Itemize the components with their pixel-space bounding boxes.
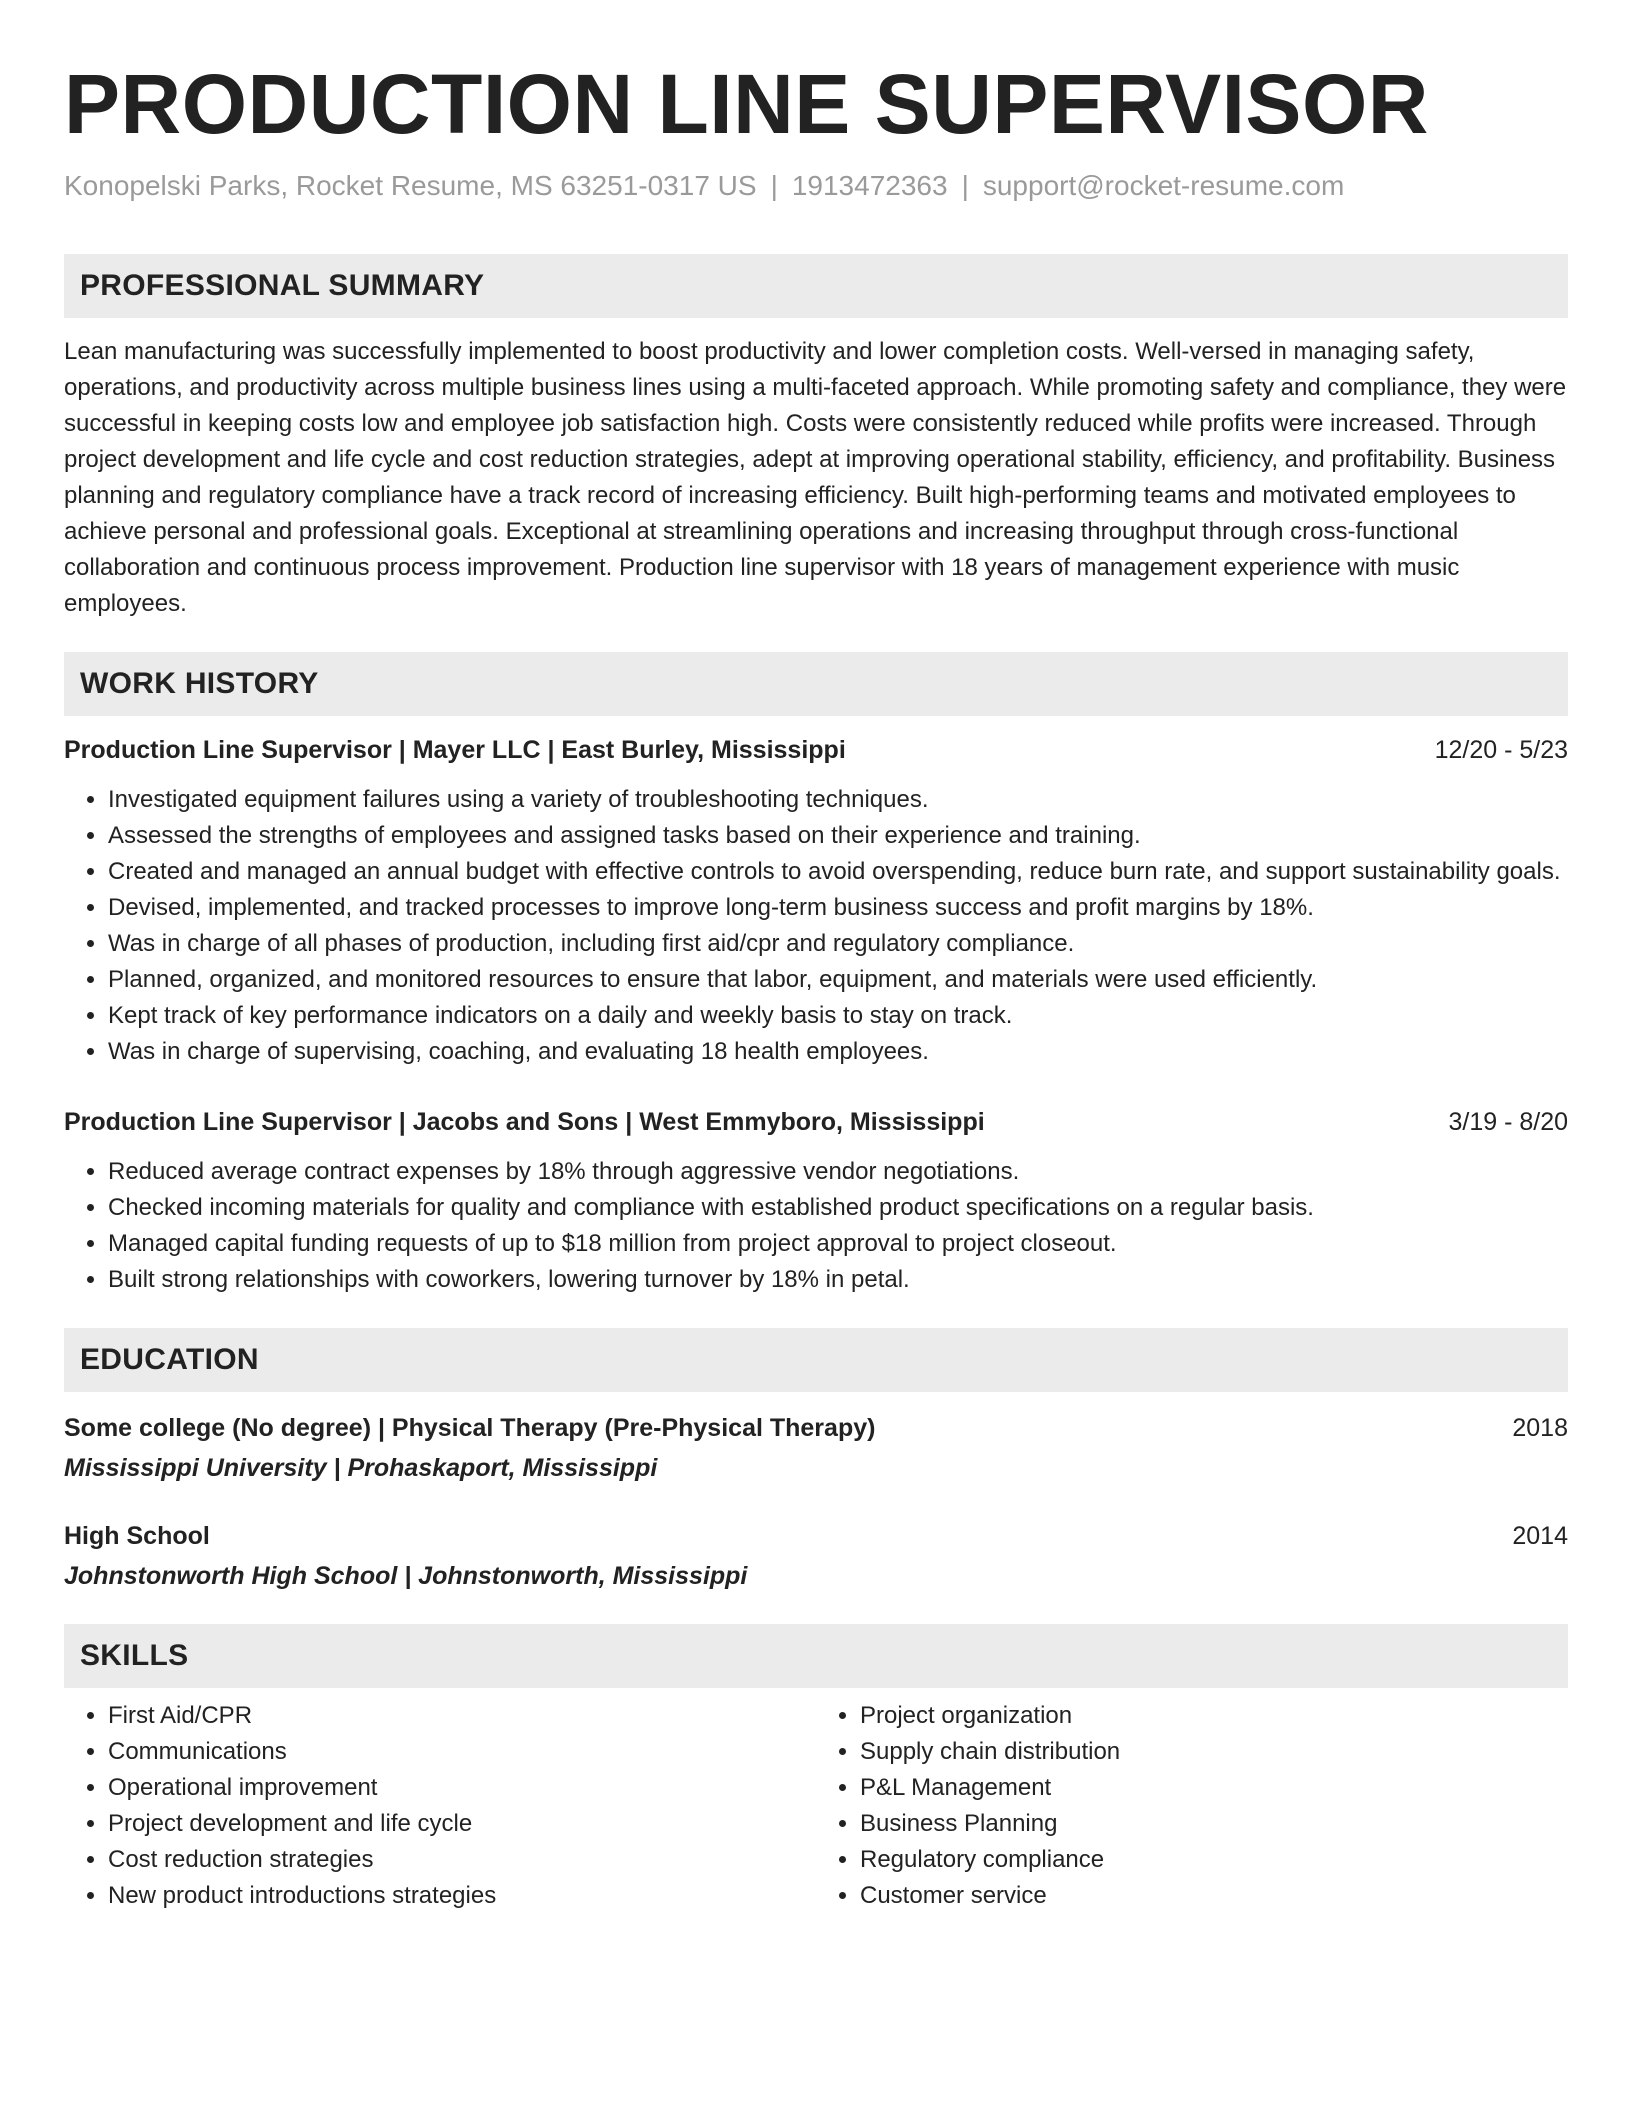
skill-item: • First Aid/CPR xyxy=(108,1698,816,1734)
education-entry-header xyxy=(64,1410,1568,1446)
job-bullet: • Managed capital funding requests of up to $18 million from project approval to project closeout. xyxy=(108,1226,1568,1262)
job-bullet: • Investigated equipment failures using a variety of troubleshooting techniques. xyxy=(108,782,1568,818)
job-bullet: • Devised, implemented, and tracked processes to improve long-term business success and profit margins by 18%. xyxy=(108,890,1568,926)
skill-item: • Supply chain distribution xyxy=(860,1734,1568,1770)
job-bullets xyxy=(64,782,1568,1070)
job-bullet: • Built strong relationships with coworkers, lowering turnover by 18% in petal. xyxy=(108,1262,1568,1298)
section-header-work-history: WORK HISTORY xyxy=(64,652,1568,716)
skill-item: • Business Planning xyxy=(860,1806,1568,1842)
contact-line xyxy=(64,168,1568,204)
skills-column-left xyxy=(64,1698,816,1914)
contact-phone: 1913472363 xyxy=(791,170,948,201)
section-header-summary: PROFESSIONAL SUMMARY xyxy=(64,254,1568,318)
skill-item: • Operational improvement xyxy=(108,1770,816,1806)
contact-address: Konopelski Parks, Rocket Resume, MS 63251-0317 US xyxy=(64,170,757,201)
work-entry-header xyxy=(64,732,1568,768)
contact-separator: | xyxy=(961,170,969,201)
skill-item: • Communications xyxy=(108,1734,816,1770)
skill-item: • Regulatory compliance xyxy=(860,1842,1568,1878)
job-bullet: • Checked incoming materials for quality and compliance with established product specifications on a regular basis. xyxy=(108,1190,1568,1226)
skill-item: • Customer service xyxy=(860,1878,1568,1914)
education-year: 2018 xyxy=(1512,1414,1568,1442)
job-bullet: • Assessed the strengths of employees and assigned tasks based on their experience and training. xyxy=(108,818,1568,854)
work-entry xyxy=(64,732,1568,1070)
job-bullet: • Created and managed an annual budget with effective controls to avoid overspending, reduce burn rate, and support sustainability goals. xyxy=(108,854,1568,890)
education-entry-header xyxy=(64,1518,1568,1554)
education-school: Mississippi University | Prohaskaport, Mississippi xyxy=(64,1454,658,1482)
candidate-name: PRODUCTION LINE SUPERVISOR xyxy=(64,57,1429,151)
job-bullet: • Was in charge of supervising, coaching, and evaluating 18 health employees. xyxy=(108,1034,1568,1070)
work-entry xyxy=(64,1104,1568,1298)
skills-list xyxy=(64,1698,816,1914)
skills-column-right xyxy=(816,1698,1568,1914)
job-bullet: • Reduced average contract expenses by 18% through aggressive vendor negotiations. xyxy=(108,1154,1568,1190)
job-dates: 12/20 - 5/23 xyxy=(1434,736,1568,764)
skill-item: • P&L Management xyxy=(860,1770,1568,1806)
skill-item: • Cost reduction strategies xyxy=(108,1842,816,1878)
skills-list xyxy=(816,1698,1568,1914)
job-bullets xyxy=(64,1154,1568,1298)
education-entry xyxy=(64,1518,1568,1594)
contact-email[interactable]: support@rocket-resume.com xyxy=(982,170,1345,201)
education-entry xyxy=(64,1410,1568,1486)
section-header-skills: SKILLS xyxy=(64,1624,1568,1688)
education-year: 2014 xyxy=(1512,1522,1568,1550)
skills-grid xyxy=(64,1698,1568,1914)
skill-item: • New product introductions strategies xyxy=(108,1878,816,1914)
job-bullet: • Kept track of key performance indicators on a daily and weekly basis to stay on track. xyxy=(108,998,1568,1034)
skill-item: • Project development and life cycle xyxy=(108,1806,816,1842)
education-school: Johnstonworth High School | Johnstonworth, Mississippi xyxy=(64,1562,748,1590)
education-degree: Some college (No degree) | Physical Therapy (Pre-Physical Therapy) xyxy=(64,1414,876,1442)
job-bullet: • Planned, organized, and monitored resources to ensure that labor, equipment, and materials were used efficiently. xyxy=(108,962,1568,998)
job-title: Production Line Supervisor | Jacobs and Sons | West Emmyboro, Mississippi xyxy=(64,1108,985,1136)
job-title: Production Line Supervisor | Mayer LLC | East Burley, Mississippi xyxy=(64,736,846,764)
job-bullet: • Was in charge of all phases of production, including first aid/cpr and regulatory compliance. xyxy=(108,926,1568,962)
section-header-education: EDUCATION xyxy=(64,1328,1568,1392)
summary-paragraph: Lean manufacturing was successfully implemented to boost productivity and lower completion costs. Well-versed in managing safety, operations, and productivity across multiple business lines using a multi-faceted approach. While promoting safety and compliance, they were successful in keeping costs low and employee job satisfaction high. Costs were consistently reduced while profits were increased. Through project development and life cycle and cost reduction strategies, adept at improving operational stability, efficiency, and profitability. Business planning and regulatory compliance have a track record of increasing efficiency. Built high-performing teams and motivated employees to achieve personal and professional goals. Exceptional at streamlining operations and increasing throughput through cross-functional collaboration and continuous process improvement. Production line supervisor with 18 years of management experience with music employees. xyxy=(64,338,1567,617)
work-entry-header xyxy=(64,1104,1568,1140)
skill-item: • Project organization xyxy=(860,1698,1568,1734)
education-degree: High School xyxy=(64,1522,210,1550)
job-dates: 3/19 - 8/20 xyxy=(1448,1108,1568,1136)
contact-separator: | xyxy=(770,170,778,201)
